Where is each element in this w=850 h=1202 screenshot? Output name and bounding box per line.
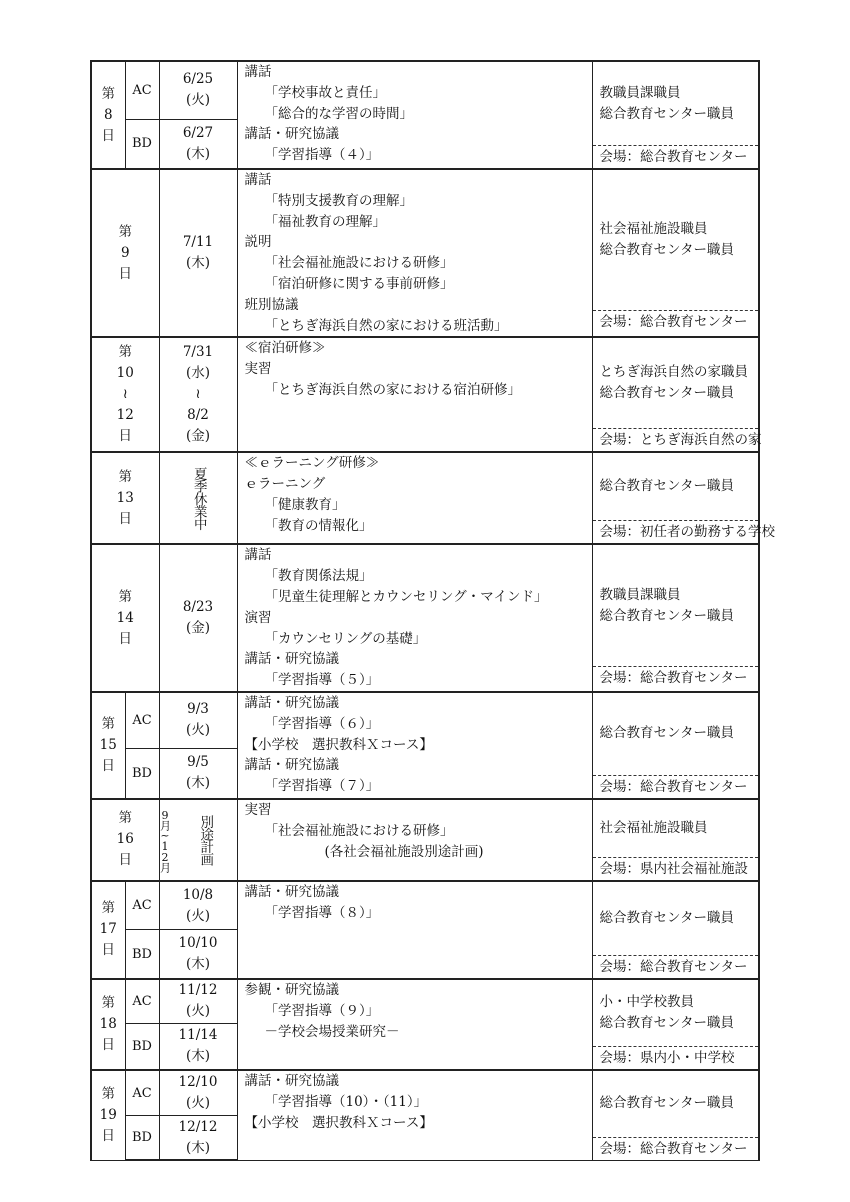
date-cell (159, 1070, 237, 1116)
content-line: 「学習指導（９）」 (264, 1002, 380, 1019)
date-text: (火) (185, 907, 211, 924)
date-cell (159, 979, 237, 1023)
date-text: 9/5 (187, 754, 209, 771)
group-label: AC (125, 1070, 159, 1116)
day-cell (91, 544, 159, 692)
staff-cell (592, 979, 759, 1070)
date-cell (159, 544, 237, 692)
staff-box (593, 545, 759, 689)
staff-name: 総合教育センター職員 (599, 1014, 734, 1031)
content-line: 「総合的な学習の時間」 (264, 105, 413, 122)
staff-name: とちぎ海浜自然の家職員 (599, 364, 748, 381)
day-label: 第 (101, 994, 115, 1011)
day-label: 日 (118, 265, 132, 282)
content-line: 「学習指導（７）」 (264, 778, 380, 795)
date-cell (159, 337, 237, 452)
date-vertical-text: 夏季休業中 (190, 467, 207, 530)
content-line: 講話・研究協議 (244, 126, 339, 143)
content-line: 【小学校 選択教科Ｘコース】 (244, 736, 433, 753)
content-line: 「カウンセリングの基礎」 (264, 630, 427, 647)
content-line: 「とちぎ海浜自然の家における班活動」 (264, 317, 508, 334)
staff-list (593, 693, 759, 775)
schedule-row (91, 337, 759, 452)
venue-label: 会場：とちぎ海浜自然の家 (593, 428, 759, 451)
day-cell (91, 452, 159, 544)
content-line: ｅラーニング (244, 476, 326, 493)
content-cell (237, 337, 592, 452)
content-line: 参観・研究協議 (244, 981, 339, 998)
content-line: 「児童生徒理解とカウンセリング・マインド」 (264, 588, 548, 605)
content-line: (各社会福祉施設別途計画) (324, 843, 484, 860)
date-text: 7/31 (182, 344, 214, 361)
staff-list (593, 170, 759, 310)
staff-box (593, 338, 762, 451)
staff-name: 総合教育センター職員 (599, 478, 734, 495)
day-cell (91, 169, 159, 337)
day-label: 9 (120, 244, 130, 261)
content-line: 「社会福祉施設における研修」 (264, 255, 454, 272)
date-text: (火) (185, 722, 211, 739)
content-cell (237, 61, 592, 169)
staff-name: 総合教育センター職員 (599, 909, 734, 926)
staff-name: 社会福祉施設職員 (599, 819, 708, 836)
day-cell (91, 979, 125, 1070)
group-label: AC (125, 979, 159, 1023)
day-label: 日 (101, 757, 115, 774)
date-text: 6/25 (182, 71, 214, 88)
day-label: 第 (118, 810, 132, 827)
day-label: 12 (116, 407, 134, 424)
date-text: 8/2 (187, 407, 209, 424)
staff-list (593, 980, 759, 1046)
staff-box (593, 1071, 759, 1160)
staff-box (593, 170, 759, 333)
content-line: 「教育の情報化」 (264, 517, 373, 534)
staff-box (593, 800, 759, 880)
content-line: 【小学校 選択教科Ｘコース】 (244, 1114, 433, 1131)
staff-box (593, 693, 759, 798)
staff-name: 社会福祉施設職員 (599, 221, 708, 237)
date-text: (木) (185, 956, 211, 973)
staff-list (593, 882, 759, 955)
schedule-row (91, 799, 759, 881)
staff-name: 総合教育センター職員 (599, 607, 734, 624)
day-label: 日 (118, 630, 132, 647)
content-line: 「福祉教育の理解」 (264, 213, 386, 230)
group-label: BD (125, 930, 159, 979)
content-cell (237, 881, 592, 979)
group-label: BD (125, 1116, 159, 1161)
staff-name: 教職員課職員 (599, 586, 681, 603)
staff-list (593, 338, 759, 428)
staff-box (593, 980, 759, 1069)
venue-label: 会場：県内社会福祉施設 (593, 857, 759, 880)
day-cell (91, 799, 159, 881)
day-label: ≀ (122, 386, 128, 403)
staff-list (593, 1071, 759, 1137)
date-text: 9/3 (187, 701, 209, 718)
venue-label: 会場：総合教育センター (593, 310, 759, 333)
content-line: ≪ｅラーニング研修≫ (244, 455, 380, 472)
venue-label: 会場：総合教育センター (593, 666, 759, 689)
day-label: 第 (101, 85, 115, 102)
staff-list (593, 453, 759, 520)
staff-name: 総合教育センター職員 (599, 725, 734, 742)
staff-box (593, 62, 759, 168)
day-label: 17 (99, 921, 117, 938)
staff-cell (592, 337, 762, 452)
content-line: 「健康教育」 (264, 496, 346, 513)
staff-cell (592, 799, 759, 881)
date-text: 11/14 (178, 1027, 218, 1044)
content-line: 講話 (244, 64, 272, 80)
day-label: 日 (101, 127, 115, 144)
day-label: 日 (101, 942, 115, 959)
schedule-row (91, 169, 759, 337)
content-cell (237, 544, 592, 692)
date-text: (木) (185, 255, 211, 272)
schedule-row (91, 61, 759, 119)
date-text: 12/12 (178, 1118, 218, 1135)
content-line: 講話・研究協議 (244, 883, 339, 900)
date-text: (水) (185, 365, 211, 382)
date-cell (159, 61, 237, 119)
content-line: 「学習指導（５）」 (264, 672, 380, 689)
day-label: 16 (116, 831, 134, 848)
content-line: 講話・研究協議 (244, 694, 339, 711)
staff-cell (592, 61, 759, 169)
date-text: 11/12 (178, 982, 218, 999)
content-line: 実習 (244, 361, 272, 378)
content-cell (237, 1070, 592, 1161)
date-vertical-text: 別途計画 (197, 814, 214, 865)
content-line: 「特別支援教育の理解」 (264, 192, 413, 209)
day-cell (91, 61, 125, 169)
day-label: 13 (116, 489, 134, 506)
content-line: 演習 (244, 609, 272, 626)
content-cell (237, 692, 592, 799)
content-line: 説明 (244, 234, 272, 251)
day-label: 第 (101, 715, 115, 732)
date-period-text: 9月~12月 (158, 808, 172, 871)
content-line: 「学習指導（８）」 (264, 904, 380, 921)
venue-label: 会場：初任者の勤務する学校 (593, 520, 759, 543)
group-label: BD (125, 1023, 159, 1070)
date-text: (木) (185, 1048, 211, 1065)
content-cell (237, 979, 592, 1070)
content-line: －学校会場授業研究－ (264, 1023, 400, 1040)
staff-cell (592, 1070, 759, 1161)
day-label: 8 (103, 106, 113, 123)
content-line: 講話・研究協議 (244, 757, 339, 774)
schedule-row (91, 544, 759, 692)
day-label: 日 (118, 428, 132, 445)
venue-label: 会場：総合教育センター (593, 955, 759, 978)
staff-name: 総合教育センター職員 (599, 242, 734, 258)
day-cell (91, 1070, 125, 1161)
day-cell (91, 337, 159, 452)
day-label: 日 (118, 510, 132, 527)
content-line: 実習 (244, 801, 272, 818)
staff-name: 総合教育センター職員 (599, 105, 734, 122)
date-cell (159, 881, 237, 930)
content-line: 講話・研究協議 (244, 1072, 339, 1089)
staff-cell (592, 544, 759, 692)
content-line: 「学習指導（６）」 (264, 715, 380, 732)
date-cell (159, 452, 237, 544)
staff-box (593, 882, 759, 978)
date-text: 12/10 (178, 1074, 218, 1091)
day-label: 第 (118, 344, 132, 361)
date-cell (159, 799, 237, 881)
date-text: 6/27 (182, 124, 214, 141)
day-label: 日 (118, 852, 132, 869)
content-cell (237, 799, 592, 881)
content-line: 「学校事故と責任」 (264, 84, 386, 101)
staff-name: 総合教育センター職員 (599, 1095, 734, 1112)
date-cell (159, 748, 237, 799)
content-line: 講話 (244, 172, 272, 188)
staff-name: 小・中学校教員 (599, 993, 694, 1010)
content-line: 「学習指導（４）」 (264, 147, 380, 164)
day-label: 14 (116, 609, 134, 626)
day-label: 第 (118, 588, 132, 605)
date-text: (木) (185, 1139, 211, 1156)
staff-list (593, 800, 759, 857)
staff-list (593, 545, 759, 666)
day-label: 18 (99, 1015, 117, 1032)
day-label: 第 (101, 900, 115, 917)
date-text: 8/23 (182, 599, 214, 616)
content-line: 「学習指導（10）・（11）」 (264, 1093, 428, 1110)
date-text: (火) (185, 92, 211, 109)
venue-label: 会場：総合教育センター (593, 145, 759, 168)
schedule-row (91, 692, 759, 748)
schedule-table (90, 60, 775, 1161)
date-text: (火) (185, 1003, 211, 1020)
content-line: 講話 (244, 547, 272, 564)
date-cell (159, 930, 237, 979)
date-text: ≀ (195, 386, 201, 403)
date-text: (金) (185, 620, 211, 637)
venue-label: 会場：県内小・中学校 (593, 1046, 759, 1069)
content-line: 「とちぎ海浜自然の家における宿泊研修」 (264, 381, 521, 398)
day-label: 15 (99, 736, 117, 753)
staff-cell (592, 881, 759, 979)
day-label: 第 (101, 1085, 115, 1102)
schedule-row (91, 881, 759, 930)
schedule-row (91, 452, 759, 544)
staff-cell (592, 169, 759, 337)
staff-name: 総合教育センター職員 (599, 385, 734, 402)
staff-box (593, 453, 775, 543)
day-cell (91, 692, 125, 799)
date-text: 7/11 (182, 234, 214, 251)
date-cell (159, 169, 237, 337)
staff-list (593, 62, 759, 145)
day-label: 第 (118, 468, 132, 485)
schedule-row (91, 1070, 759, 1116)
content-line: 「教育関係法規」 (264, 568, 373, 585)
staff-name: 教職員課職員 (599, 84, 681, 101)
date-cell (159, 1116, 237, 1161)
day-label: 日 (101, 1036, 115, 1053)
content-line: 講話・研究協議 (244, 651, 339, 668)
date-text: (金) (185, 428, 211, 445)
content-line: 班別協議 (244, 296, 299, 313)
date-text: 10/8 (182, 886, 214, 903)
date-text: (木) (185, 145, 211, 162)
group-label: AC (125, 692, 159, 748)
day-label: 10 (116, 365, 134, 382)
staff-cell (592, 452, 775, 544)
day-label: 19 (99, 1106, 117, 1123)
date-text: (木) (185, 775, 211, 792)
venue-label: 会場：総合教育センター (593, 1137, 759, 1160)
group-label: BD (125, 748, 159, 799)
content-cell (237, 169, 592, 337)
group-label: AC (125, 61, 159, 119)
group-label: AC (125, 881, 159, 930)
schedule-body (91, 61, 775, 1160)
day-cell (91, 881, 125, 979)
staff-cell (592, 692, 759, 799)
date-text: (火) (185, 1095, 211, 1112)
schedule-row (91, 979, 759, 1023)
content-cell (237, 452, 592, 544)
day-label: 日 (101, 1127, 115, 1144)
date-cell (159, 119, 237, 169)
date-vertical-group (160, 809, 237, 871)
date-cell (159, 692, 237, 748)
group-label: BD (125, 119, 159, 169)
date-text: 10/10 (178, 935, 218, 952)
venue-label: 会場：総合教育センター (593, 775, 759, 798)
content-line: 「社会福祉施設における研修」 (264, 822, 454, 839)
content-line: ≪宿泊研修≫ (244, 340, 326, 357)
date-cell (159, 1023, 237, 1070)
content-line: 「宿泊研修に関する事前研修」 (264, 275, 454, 292)
day-label: 第 (118, 223, 132, 240)
